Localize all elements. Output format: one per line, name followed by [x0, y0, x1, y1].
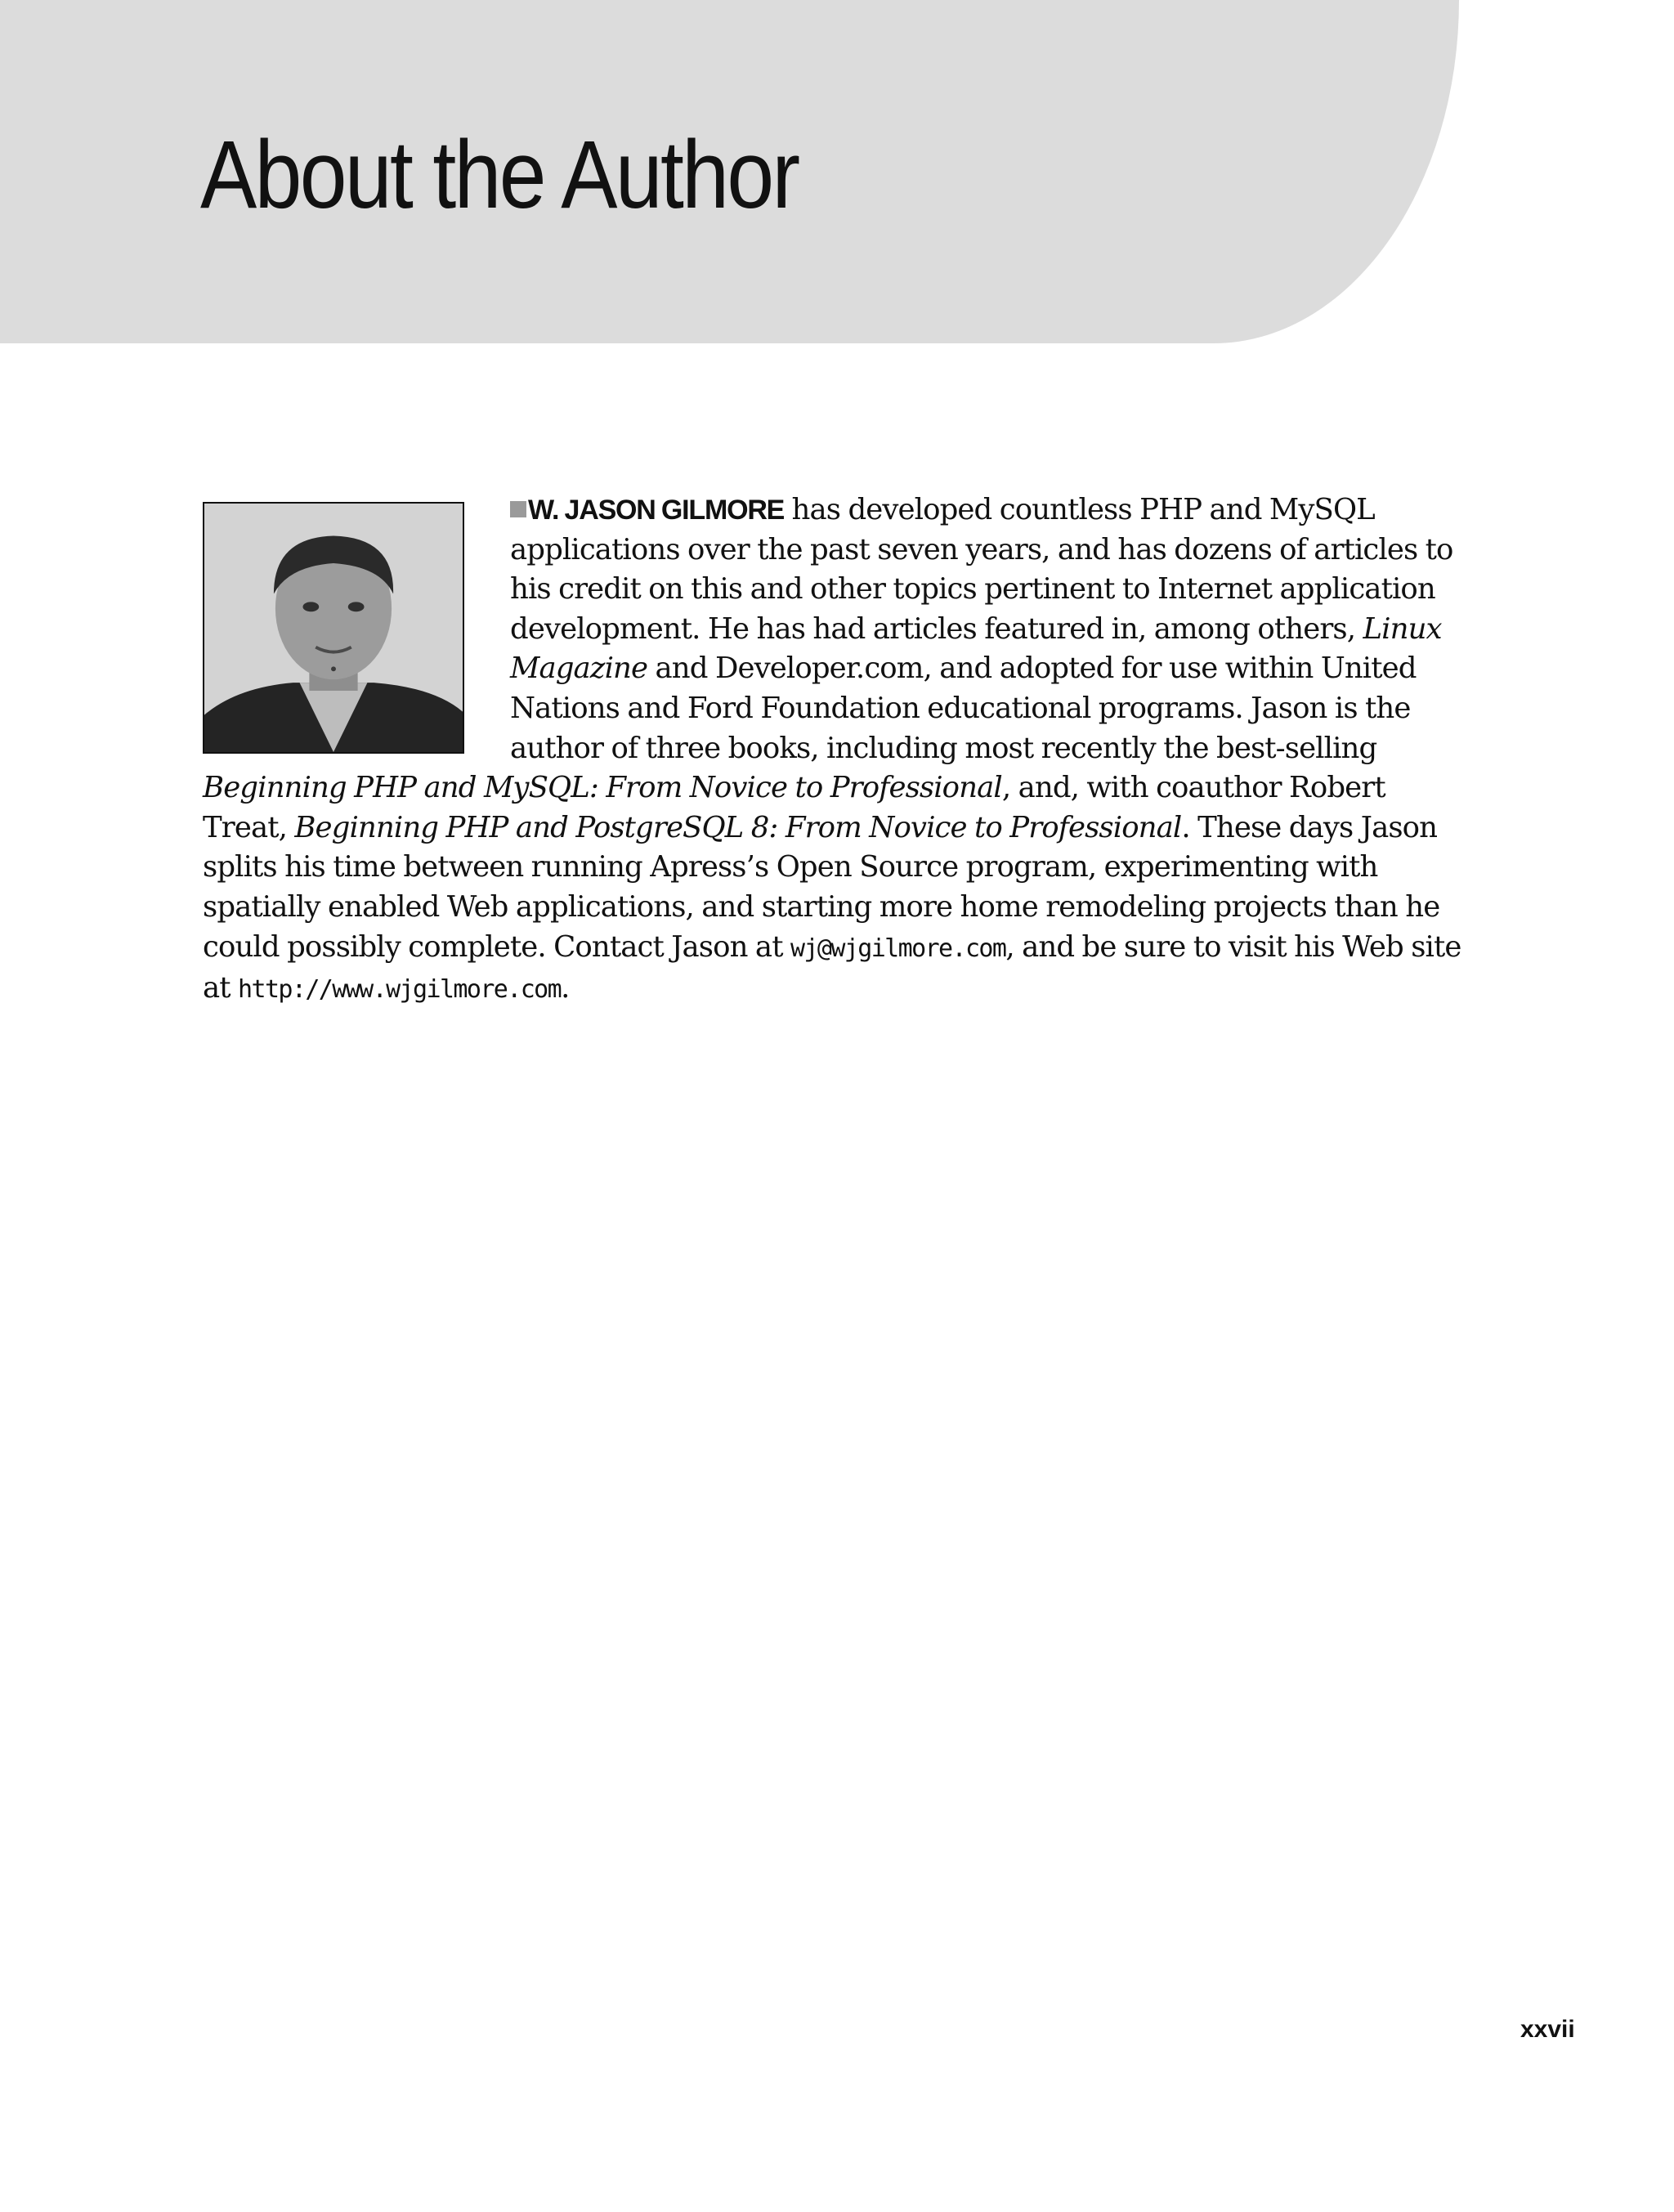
bio-text-6: .	[561, 971, 570, 1005]
email-address: wj@wjgilmore.com	[790, 934, 1006, 963]
magazine-title: Linux Magazine	[510, 611, 1442, 686]
bio-text-5: , and be sure to visit his Web site at	[203, 929, 1461, 1005]
author-bio	[203, 490, 1461, 1010]
chapter-title: About the Author	[200, 121, 799, 229]
author-photo	[203, 502, 464, 754]
bio-text-2: and Developer.com, and adopted for use within United Nations and Ford Foundation educational programs. Jason is the author of three books, including most recently the best-selling	[510, 652, 1417, 765]
book-title-1: Beginning PHP and MySQL: From Novice to Professional	[203, 771, 1002, 805]
author-name: W. JASON GILMORE	[528, 495, 785, 526]
website-url: http://www.wjgilmore.com	[238, 975, 562, 1005]
bullet-marker-icon	[510, 501, 526, 517]
page-number: xxvii	[1520, 2016, 1575, 2043]
book-title-2: Beginning PHP and PostgreSQL 8: From Novice to Professional	[294, 810, 1182, 844]
bio-text-1: has developed countless PHP and MySQL applications over the past seven years, and has dozens of articles to his credit on this and other topics pertinent to Internet application development. He has had articles featured in, among others,	[510, 493, 1453, 646]
bio-text-3: , and, with coauthor Robert Treat,	[203, 771, 1385, 844]
bio-text-4: . These days Jason splits his time between running Apress’s Open Source program, experimenting with spatially enabled Web applications, and starting more home remodeling projects than he could possibly complete. Contact Jason at	[203, 810, 1440, 964]
